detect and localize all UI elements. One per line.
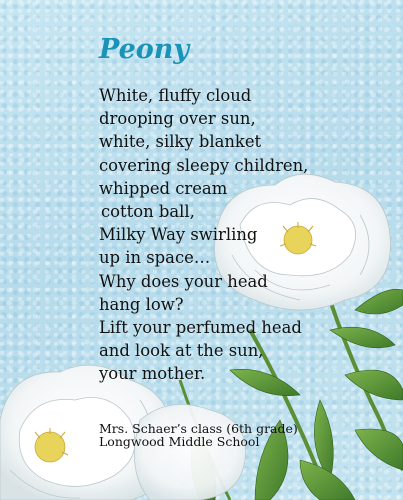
- author-credit: [99, 423, 298, 448]
- poem-line: White, fluffy cloud: [99, 86, 252, 105]
- poem-line: up in space…: [99, 248, 211, 268]
- poem-line: cotton ball,: [101, 202, 195, 222]
- peony-flower-middle: [134, 404, 245, 500]
- poem-line: hang low?: [99, 294, 184, 314]
- poem-line: whipped cream: [99, 178, 228, 198]
- poem-line: Why does your head: [99, 271, 268, 291]
- poem-line: and look at the sun,: [99, 341, 264, 361]
- poem-line: Milky Way swirling: [99, 225, 258, 245]
- poem-line: your mother.: [99, 364, 206, 384]
- poem-line: white, silky blanket: [99, 132, 262, 152]
- credit-school: Longwood Middle School: [99, 433, 260, 449]
- poem-line: covering sleepy children,: [99, 155, 309, 175]
- poem-line: Lift your perfumed head: [99, 318, 302, 338]
- poem-line: drooping over sun,: [99, 109, 256, 129]
- poem-title: Peony: [99, 34, 190, 65]
- poem-body: [99, 84, 308, 386]
- credit-class: Mrs. Schaer’s class (6th grade): [99, 421, 298, 436]
